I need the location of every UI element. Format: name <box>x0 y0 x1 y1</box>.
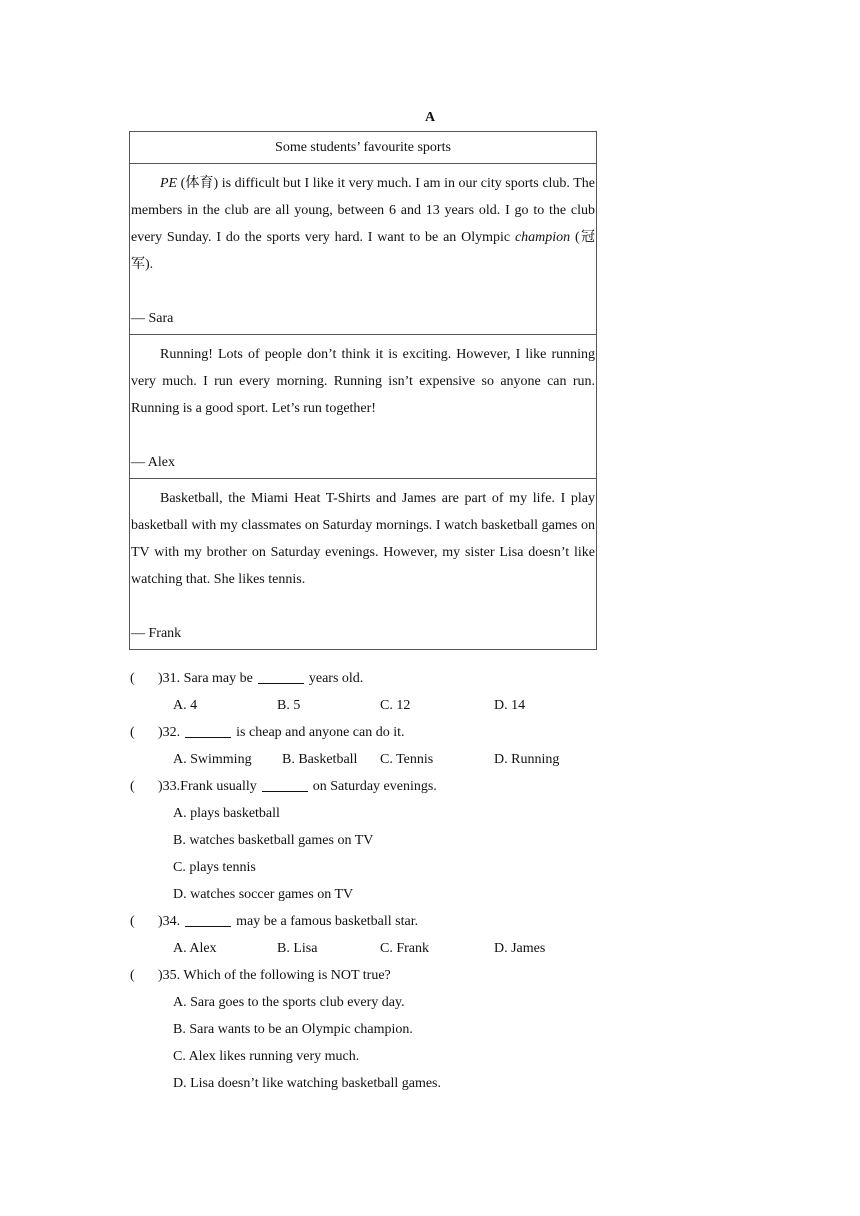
answer-paren[interactable]: ( <box>130 968 135 983</box>
entry-text-italic: champion <box>514 230 571 245</box>
question-31 <box>130 665 730 692</box>
entry-author: — Alex <box>131 455 175 470</box>
option-d[interactable]: D. 14 <box>494 698 526 713</box>
option-c[interactable]: C. plays tennis <box>173 860 256 875</box>
question-list <box>130 665 730 1097</box>
option-a[interactable]: A. plays basketball <box>173 806 280 821</box>
answer-paren[interactable]: ( <box>130 671 135 686</box>
option-d[interactable]: D. Lisa doesn’t like watching basketball games. <box>173 1076 442 1091</box>
entry-alex <box>130 335 597 479</box>
entry-text <box>131 170 595 278</box>
entry-text-italic: PE <box>160 176 178 191</box>
question-35 <box>130 962 730 989</box>
options-row <box>130 800 730 827</box>
stem-before: )35. Which of the following is NOT true? <box>158 968 391 983</box>
entry-text-part: (冠军). <box>131 230 595 272</box>
options-row <box>130 827 730 854</box>
question-stem <box>158 962 391 989</box>
options-row <box>130 1043 730 1070</box>
option-a[interactable]: A. Sara goes to the sports club every day. <box>173 995 405 1010</box>
option-d[interactable]: D. Running <box>494 752 560 767</box>
table-heading: Some students’ favourite sports <box>130 132 597 164</box>
question-stem <box>158 665 363 692</box>
option-b[interactable]: B. Sara wants to be an Olympic champion. <box>173 1022 413 1037</box>
sports-table <box>129 131 597 650</box>
options-row <box>130 1070 730 1097</box>
option-d[interactable]: D. watches soccer games on TV <box>173 887 354 902</box>
stem-after: on Saturday evenings. <box>312 779 437 794</box>
entry-author: — Sara <box>131 311 174 326</box>
question-33 <box>130 773 730 800</box>
question-stem <box>158 719 405 746</box>
option-d[interactable]: D. James <box>494 941 546 956</box>
answer-blank <box>185 723 231 738</box>
options-row <box>130 746 730 773</box>
options-row <box>130 935 730 962</box>
options-row <box>130 692 730 719</box>
options-row <box>130 989 730 1016</box>
option-a[interactable]: A. Swimming <box>173 752 252 767</box>
entry-frank <box>130 479 597 650</box>
answer-paren[interactable]: ( <box>130 725 135 740</box>
option-c[interactable]: C. Frank <box>380 941 429 956</box>
option-b[interactable]: B. 5 <box>277 698 301 713</box>
entry-text-part: (体育) is difficult but I like it very much. I am in our city sports club. The members in the club are all young, between 6 and 13 years old. I go to the club every Sunday. I do the sports very hard. I want to be an Olympic <box>131 176 595 245</box>
option-b[interactable]: B. Basketball <box>282 752 358 767</box>
stem-before: )31. Sara may be <box>158 671 253 686</box>
option-c[interactable]: C. Tennis <box>380 752 434 767</box>
option-a[interactable]: A. 4 <box>173 698 198 713</box>
stem-before: )32. <box>158 725 181 740</box>
section-label: A <box>424 110 436 125</box>
question-34 <box>130 908 730 935</box>
option-b[interactable]: B. Lisa <box>277 941 318 956</box>
option-c[interactable]: C. Alex likes running very much. <box>173 1049 360 1064</box>
answer-blank <box>258 669 304 684</box>
entry-text: Basketball, the Miami Heat T-Shirts and James are part of my life. I play basketball with my classmates on Saturday mornings. I watch basketball games on TV with my brother on Saturday evenings. However, my sister Lisa doesn’t like watching that. She likes tennis. <box>131 491 595 587</box>
answer-blank <box>185 912 231 927</box>
stem-before: )33.Frank usually <box>158 779 257 794</box>
stem-after: may be a famous basketball star. <box>236 914 419 929</box>
option-b[interactable]: B. watches basketball games on TV <box>173 833 374 848</box>
options-row <box>130 881 730 908</box>
options-row <box>130 1016 730 1043</box>
question-32 <box>130 719 730 746</box>
answer-paren[interactable]: ( <box>130 779 135 794</box>
answer-blank <box>262 777 308 792</box>
question-stem <box>158 908 418 935</box>
entry-author: — Frank <box>131 626 182 641</box>
options-row <box>130 854 730 881</box>
answer-paren[interactable]: ( <box>130 914 135 929</box>
stem-before: )34. <box>158 914 181 929</box>
option-a[interactable]: A. Alex <box>173 941 217 956</box>
stem-after: years old. <box>308 671 364 686</box>
entry-sara <box>130 164 597 335</box>
entry-text: Running! Lots of people don’t think it is exciting. However, I like running very much. I run every morning. Running isn’t expensive so anyone can run. Running is a good sport. Let’s run together! <box>131 347 595 416</box>
option-c[interactable]: C. 12 <box>380 698 411 713</box>
question-stem <box>158 773 437 800</box>
stem-after: is cheap and anyone can do it. <box>236 725 405 740</box>
